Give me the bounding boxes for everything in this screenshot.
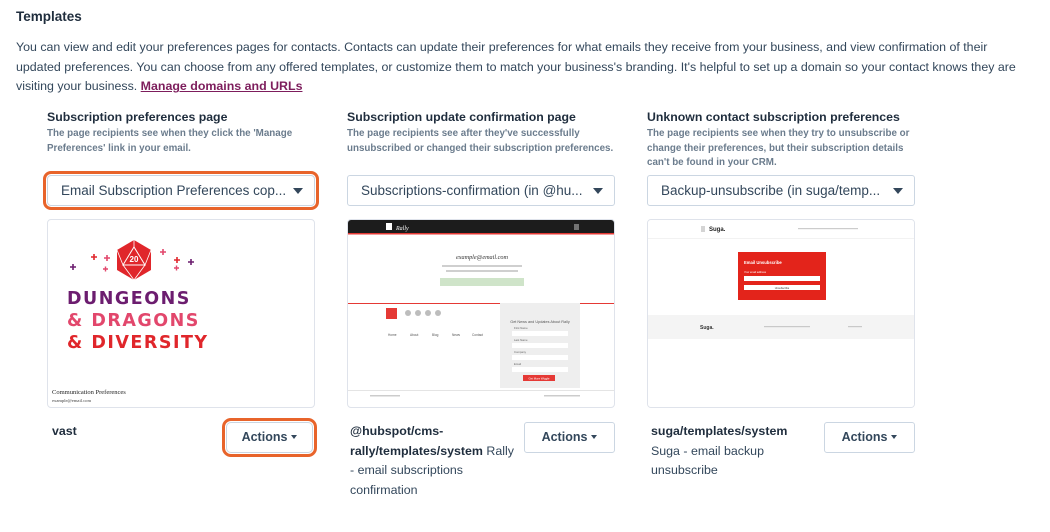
confirmation-template-select[interactable] xyxy=(347,175,615,206)
svg-text:Get More Wiggle: Get More Wiggle xyxy=(528,376,550,381)
caret-down-icon xyxy=(593,188,603,194)
rally-preview-image xyxy=(348,220,615,408)
unknown-contact-template-select[interactable] xyxy=(647,175,915,206)
svg-text:About: About xyxy=(410,333,419,337)
intro-text: You can view and edit your preferences pages for contacts. Contacts can update their preferences for what emails they receive from your business, and view confirmation of their updated preferences. You can choose from any offered templates, or customize them to match your business's branding. It's helpful to set up a domain so your contact knows they are visiting your business. xyxy=(16,40,1016,94)
manage-domains-link[interactable]: Manage domains and URLs xyxy=(140,79,303,94)
preview-footer-email: example@email.com xyxy=(52,398,92,403)
d20-die-icon xyxy=(117,240,151,280)
actions-button[interactable]: Actions xyxy=(824,422,915,453)
svg-text:Email Unsubscribe: Email Unsubscribe xyxy=(744,260,782,265)
template-path: suga/templates/system xyxy=(651,424,788,438)
dnd-logo-line1: DUNGEONS xyxy=(67,289,191,309)
dnd-preview-image xyxy=(48,220,315,408)
template-path: @hubspot/cms-rally/templates/system xyxy=(350,424,483,458)
caret-down-icon xyxy=(291,435,297,439)
dnd-logo-line3: & DIVERSITY xyxy=(67,333,209,353)
actions-button[interactable]: Actions xyxy=(226,422,313,453)
column-description: The page recipients see after they've successfully unsubscribed or changed their subscription preferences. xyxy=(347,128,614,154)
svg-text:Last Name: Last Name xyxy=(514,338,528,342)
confirmation-template-preview[interactable] xyxy=(347,219,615,408)
svg-text:Your email address: Your email address xyxy=(744,271,767,274)
svg-text:Suga.: Suga. xyxy=(700,325,714,331)
column-title: Subscription preferences page xyxy=(47,110,228,124)
svg-text:Rally: Rally xyxy=(396,226,409,232)
caret-down-icon xyxy=(891,435,897,439)
preferences-template-select[interactable] xyxy=(47,175,315,206)
svg-text:First Name: First Name xyxy=(514,326,528,330)
select-value: Subscriptions-confirmation (in @hu... xyxy=(361,183,583,198)
template-name: Suga - email backup unsubscribe xyxy=(651,443,764,477)
svg-text:Home: Home xyxy=(388,333,397,337)
preferences-template-preview[interactable] xyxy=(47,219,315,408)
dnd-logo-line2: & DRAGONS xyxy=(67,311,200,331)
column-description: The page recipients see when they try to unsubscribe or change their preferences, but their subscription details can't be found in your CRM. xyxy=(647,128,910,168)
column-description: The page recipients see when they click the 'Manage Preferences' link in your email. xyxy=(47,128,293,154)
svg-text:Email: Email xyxy=(514,362,521,366)
template-info xyxy=(651,422,819,481)
svg-text:example@email.com: example@email.com xyxy=(456,254,508,261)
actions-button[interactable]: Actions xyxy=(524,422,615,453)
template-info xyxy=(350,422,518,500)
preview-footer-title: Communication Preferences xyxy=(52,389,126,396)
svg-text:Unsubscribe: Unsubscribe xyxy=(774,287,790,290)
template-name: Rally - email subscriptions confirmation xyxy=(350,443,514,497)
section-intro xyxy=(16,38,1031,97)
rally-logo-icon xyxy=(386,223,392,230)
svg-text:Get News and Updates About Ral: Get News and Updates About Rally xyxy=(510,320,570,324)
caret-down-icon xyxy=(591,435,597,439)
select-value: Email Subscription Preferences cop... xyxy=(61,183,287,198)
template-path: vast xyxy=(52,424,77,438)
svg-text:News: News xyxy=(452,333,460,337)
svg-text:Blog: Blog xyxy=(432,333,439,337)
section-title: Templates xyxy=(16,9,82,24)
svg-text:Suga.: Suga. xyxy=(709,227,726,233)
template-info xyxy=(52,422,212,442)
suga-preview-image xyxy=(648,220,915,408)
caret-down-icon xyxy=(293,188,303,194)
caret-down-icon xyxy=(893,188,903,194)
column-title: Subscription update confirmation page xyxy=(347,110,576,124)
svg-text:20: 20 xyxy=(129,255,139,264)
svg-text:Company: Company xyxy=(514,350,526,354)
column-unknown-contact xyxy=(647,110,927,171)
column-title: Unknown contact subscription preferences xyxy=(647,110,900,124)
column-subscription-preferences xyxy=(47,110,327,156)
unknown-contact-template-preview[interactable] xyxy=(647,219,915,408)
svg-text:Contact: Contact xyxy=(472,333,483,337)
rally-mark-icon xyxy=(386,308,397,319)
select-value: Backup-unsubscribe (in suga/temp... xyxy=(661,183,881,198)
column-update-confirmation xyxy=(347,110,627,156)
